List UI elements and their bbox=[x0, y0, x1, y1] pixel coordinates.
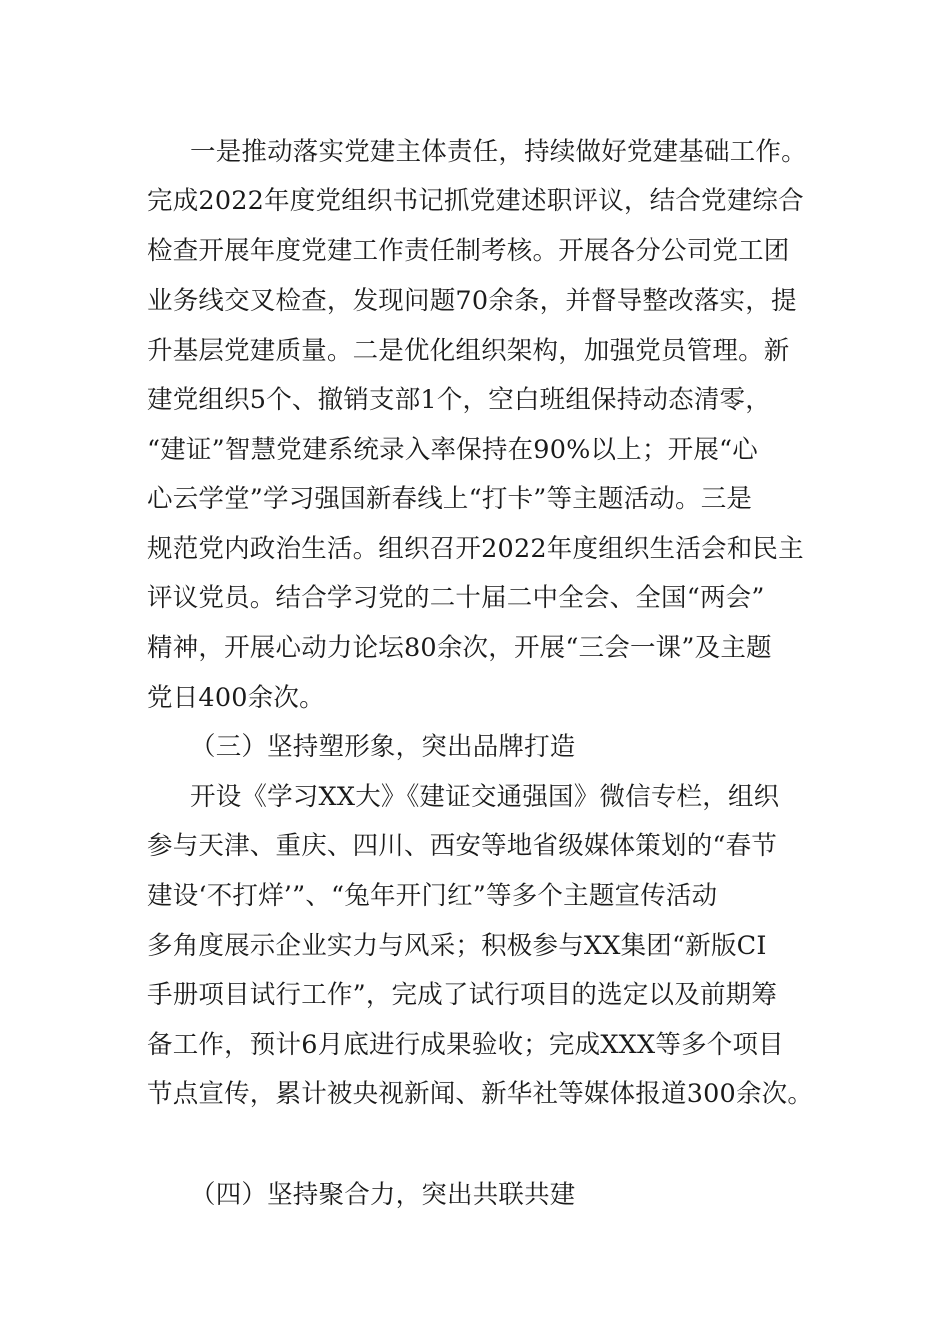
paragraph-line: 精神，开展心动力论坛80余次，开展“三会一课”及主题 bbox=[147, 633, 772, 663]
paragraph-line: 多角度展示企业实力与风采；积极参与XX集团“新版CI bbox=[147, 931, 767, 961]
paragraph-line: 节点宣传，累计被央视新闻、新华社等媒体报道300余次。 bbox=[147, 1079, 814, 1109]
paragraph-line: 一是推动落实党建主体责任，持续做好党建基础工作。 bbox=[190, 137, 807, 167]
paragraph-line: “建证”智慧党建系统录入率保持在90%以上；开展“心 bbox=[147, 435, 758, 465]
paragraph-line: 手册项目试行工作”，完成了试行项目的选定以及前期筹 bbox=[147, 980, 778, 1010]
paragraph-line: 规范党内政治生活。组织召开2022年度组织生活会和民主 bbox=[147, 534, 804, 564]
paragraph-line: 建党组织5个、撤销支部1个，空白班组保持动态清零， bbox=[147, 385, 771, 415]
paragraph-line: 备工作，预计6月底进行成果验收；完成XXX等多个项目 bbox=[147, 1030, 784, 1060]
paragraph-line: 建设‘不打烊’”、“兔年开门红”等多个主题宣传活动 bbox=[147, 881, 718, 911]
paragraph-line: 心云学堂”学习强国新春线上“打卡”等主题活动。三是 bbox=[147, 484, 753, 514]
section-heading-3: （三）坚持塑形象，突出品牌打造 bbox=[190, 732, 576, 762]
paragraph-line: 评议党员。结合学习党的二十届二中全会、全国“两会” bbox=[147, 583, 765, 613]
paragraph-line: 完成2022年度党组织书记抓党建述职评议，结合党建综合 bbox=[147, 186, 804, 216]
section-heading-4: （四）坚持聚合力，突出共联共建 bbox=[190, 1180, 576, 1210]
paragraph-line: 业务线交叉检查，发现问题70余条，并督导整改落实，提 bbox=[147, 286, 797, 316]
paragraph-line: 检查开展年度党建工作责任制考核。开展各分公司党工团 bbox=[147, 236, 790, 266]
paragraph-line: 升基层党建质量。二是优化组织架构，加强党员管理。新 bbox=[147, 336, 790, 366]
paragraph-line: 党日400余次。 bbox=[147, 683, 325, 713]
paragraph-line: 开设《学习XX大》《建证交通强国》微信专栏，组织 bbox=[190, 782, 780, 812]
paragraph-line: 参与天津、重庆、四川、西安等地省级媒体策划的“春节 bbox=[147, 831, 778, 861]
